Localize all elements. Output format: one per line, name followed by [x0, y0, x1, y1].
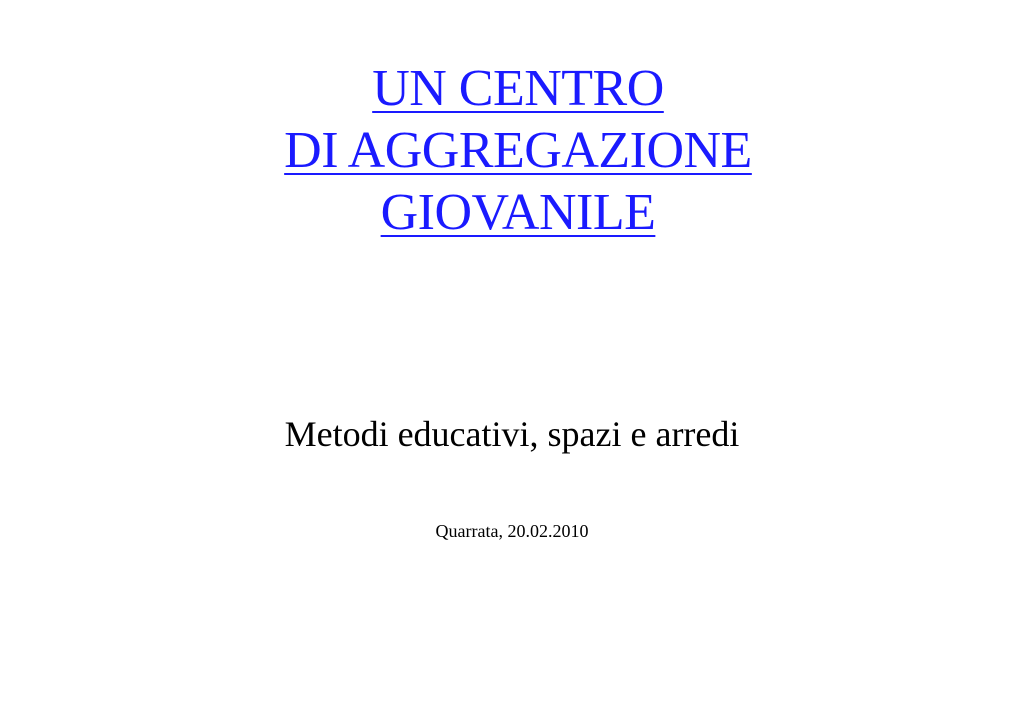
title-block: [0, 58, 1024, 244]
dateline: Quarrata, 20.02.2010: [435, 521, 589, 541]
subtitle: Metodi educativi, spazi e arredi: [284, 414, 740, 454]
title-line-3: GIOVANILE: [380, 184, 656, 241]
title-line-1: UN CENTRO: [372, 60, 664, 117]
title-line-2: DI AGGREGAZIONE: [284, 122, 752, 179]
